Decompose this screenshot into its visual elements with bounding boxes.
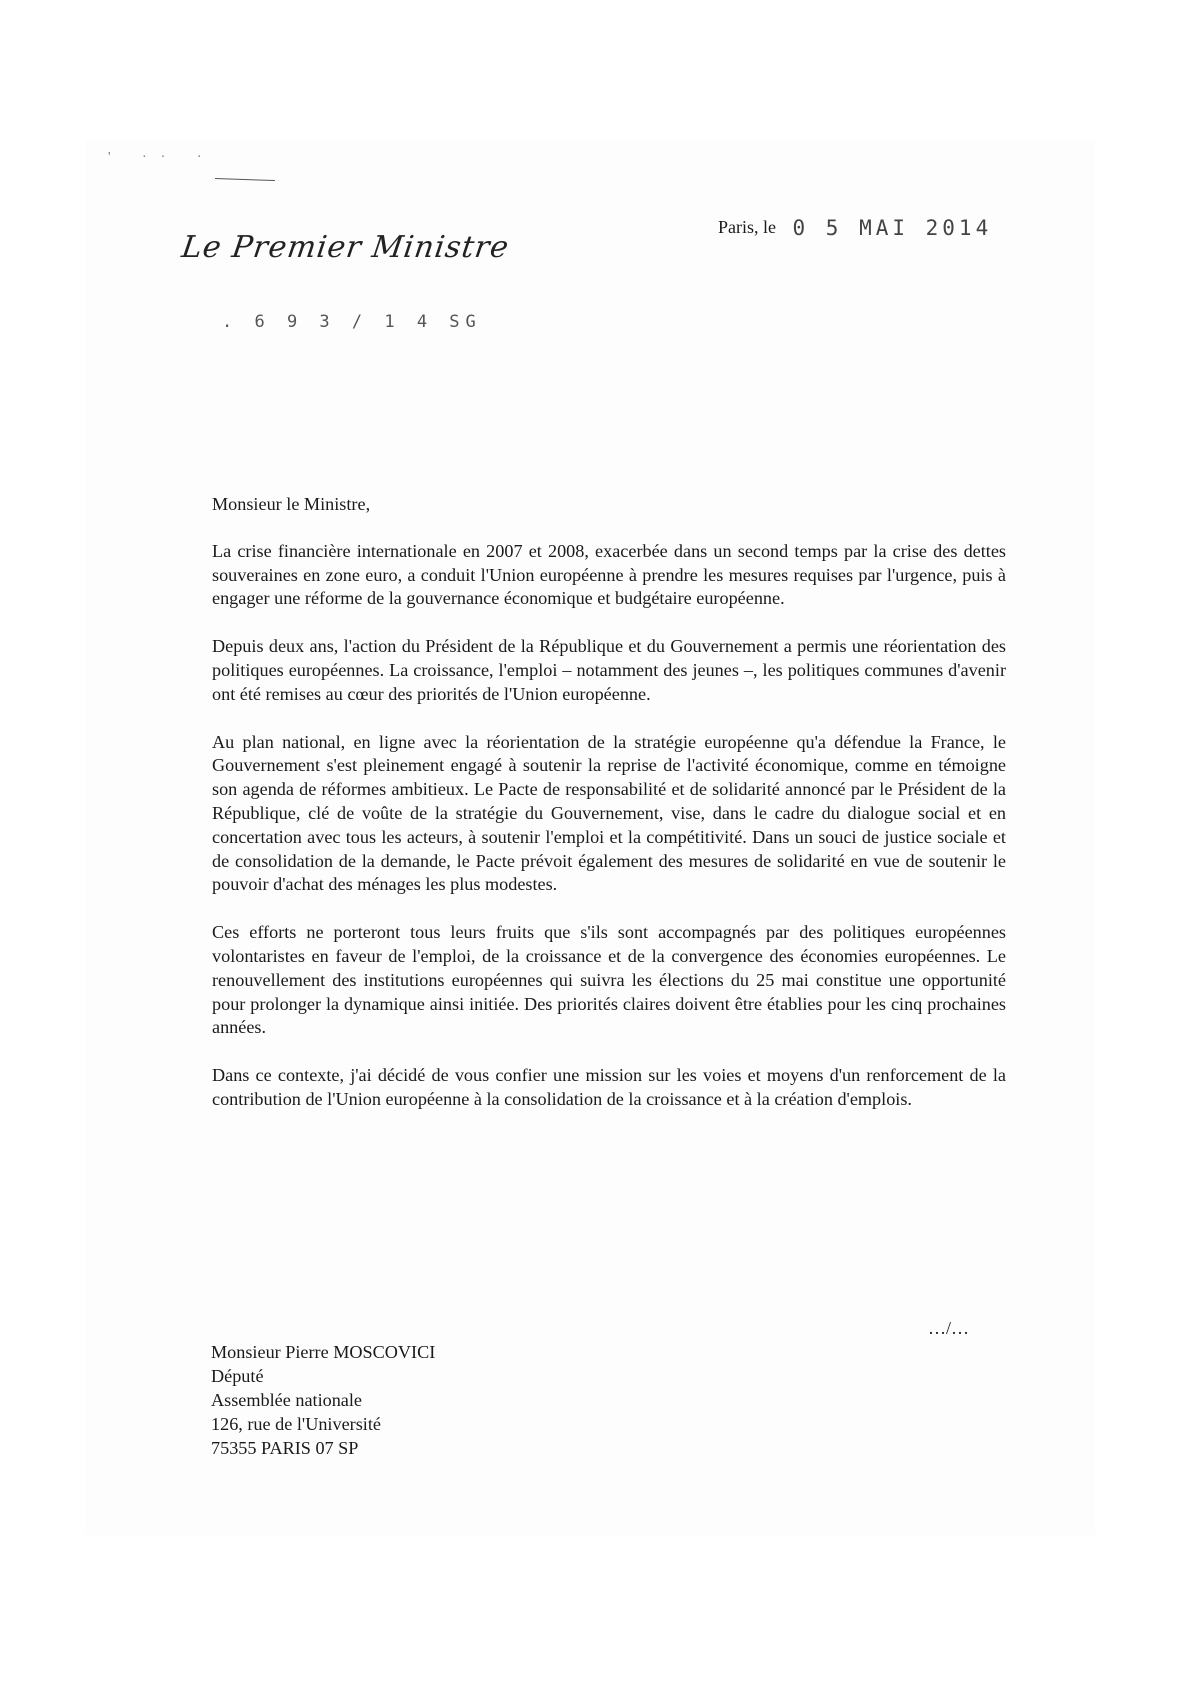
recipient-street: 126, rue de l'Université — [211, 1414, 381, 1434]
recipient-title: Député — [211, 1366, 264, 1386]
paragraph: Depuis deux ans, l'action du Président de la République et du Gouvernement a permis une réorientation des politiques européennes. La croissance, l'emploi – notamment des jeunes –, les politiques communes d'avenir ont été remises au cœur des priorités de l'Union européenne. — [212, 636, 1006, 704]
recipient-name: Monsieur Pierre MOSCOVICI — [211, 1342, 436, 1362]
paragraph: Dans ce contexte, j'ai décidé de vous confier une mission sur les voies et moyens d'un renforcement de la contribution de l'Union européenne à la consolidation de la croissance et à la création d'emplois. — [212, 1065, 1006, 1109]
recipient-address — [211, 1340, 435, 1460]
letter-body — [212, 493, 1006, 1136]
recipient-institution: Assemblée nationale — [211, 1390, 363, 1410]
paragraph: La crise financière internationale en 2007 et 2008, exacerbée dans un second temps par la crise des dettes souveraines en zone euro, a conduit l'Union européenne à prendre les mesures requises par l'urgence, puis à engager une réforme de la gouvernance économique et budgétaire européenne. — [212, 540, 1006, 609]
paragraph: Ces efforts ne porteront tous leurs fruits que s'ils sont accompagnés par des politiques européennes volontaristes en faveur de l'emploi, de la croissance et de la convergence des économies européennes. Le renouvellement des institutions européennes qui suivra les élections du 25 mai constitue une opportunité pour prolonger la dynamique ainsi initiée. Des priorités claires doivent être établies pour les cinq prochaines années. — [212, 922, 1006, 1038]
scan-marks: ' ·· · — [108, 150, 216, 165]
reference-number: . 6 9 3 / 1 4 SG — [222, 312, 482, 332]
salutation: Monsieur le Ministre, — [212, 494, 371, 514]
paragraph: Au plan national, en ligne avec la réorientation de la stratégie européenne qu'a défendue la France, le Gouvernement s'est pleinement engagé à soutenir la reprise de l'activité économique, comme en témoigne son agenda de réformes ambitieux. Le Pacte de responsabilité et de solidarité annoncé par le Président de la République, clé de voûte de la stratégie du Gouvernement, vise, dans le cadre du dialogue social et en concertation avec tous les acteurs, à soutenir l'emploi et la compétitivité. Dans un souci de justice sociale et de consolidation de la demande, le Pacte prévoit également des mesures de solidarité en vue de soutenir le pouvoir d'achat des ménages les plus modestes. — [212, 731, 1006, 895]
date-label: Paris, le — [718, 217, 776, 237]
letterhead: Le Premier Ministre — [179, 230, 512, 265]
continuation-mark: …/… — [928, 1318, 970, 1338]
date-line — [718, 214, 992, 238]
recipient-city: 75355 PARIS 07 SP — [211, 1438, 359, 1458]
date-stamp: 0 5 MAI 2014 — [792, 216, 993, 240]
